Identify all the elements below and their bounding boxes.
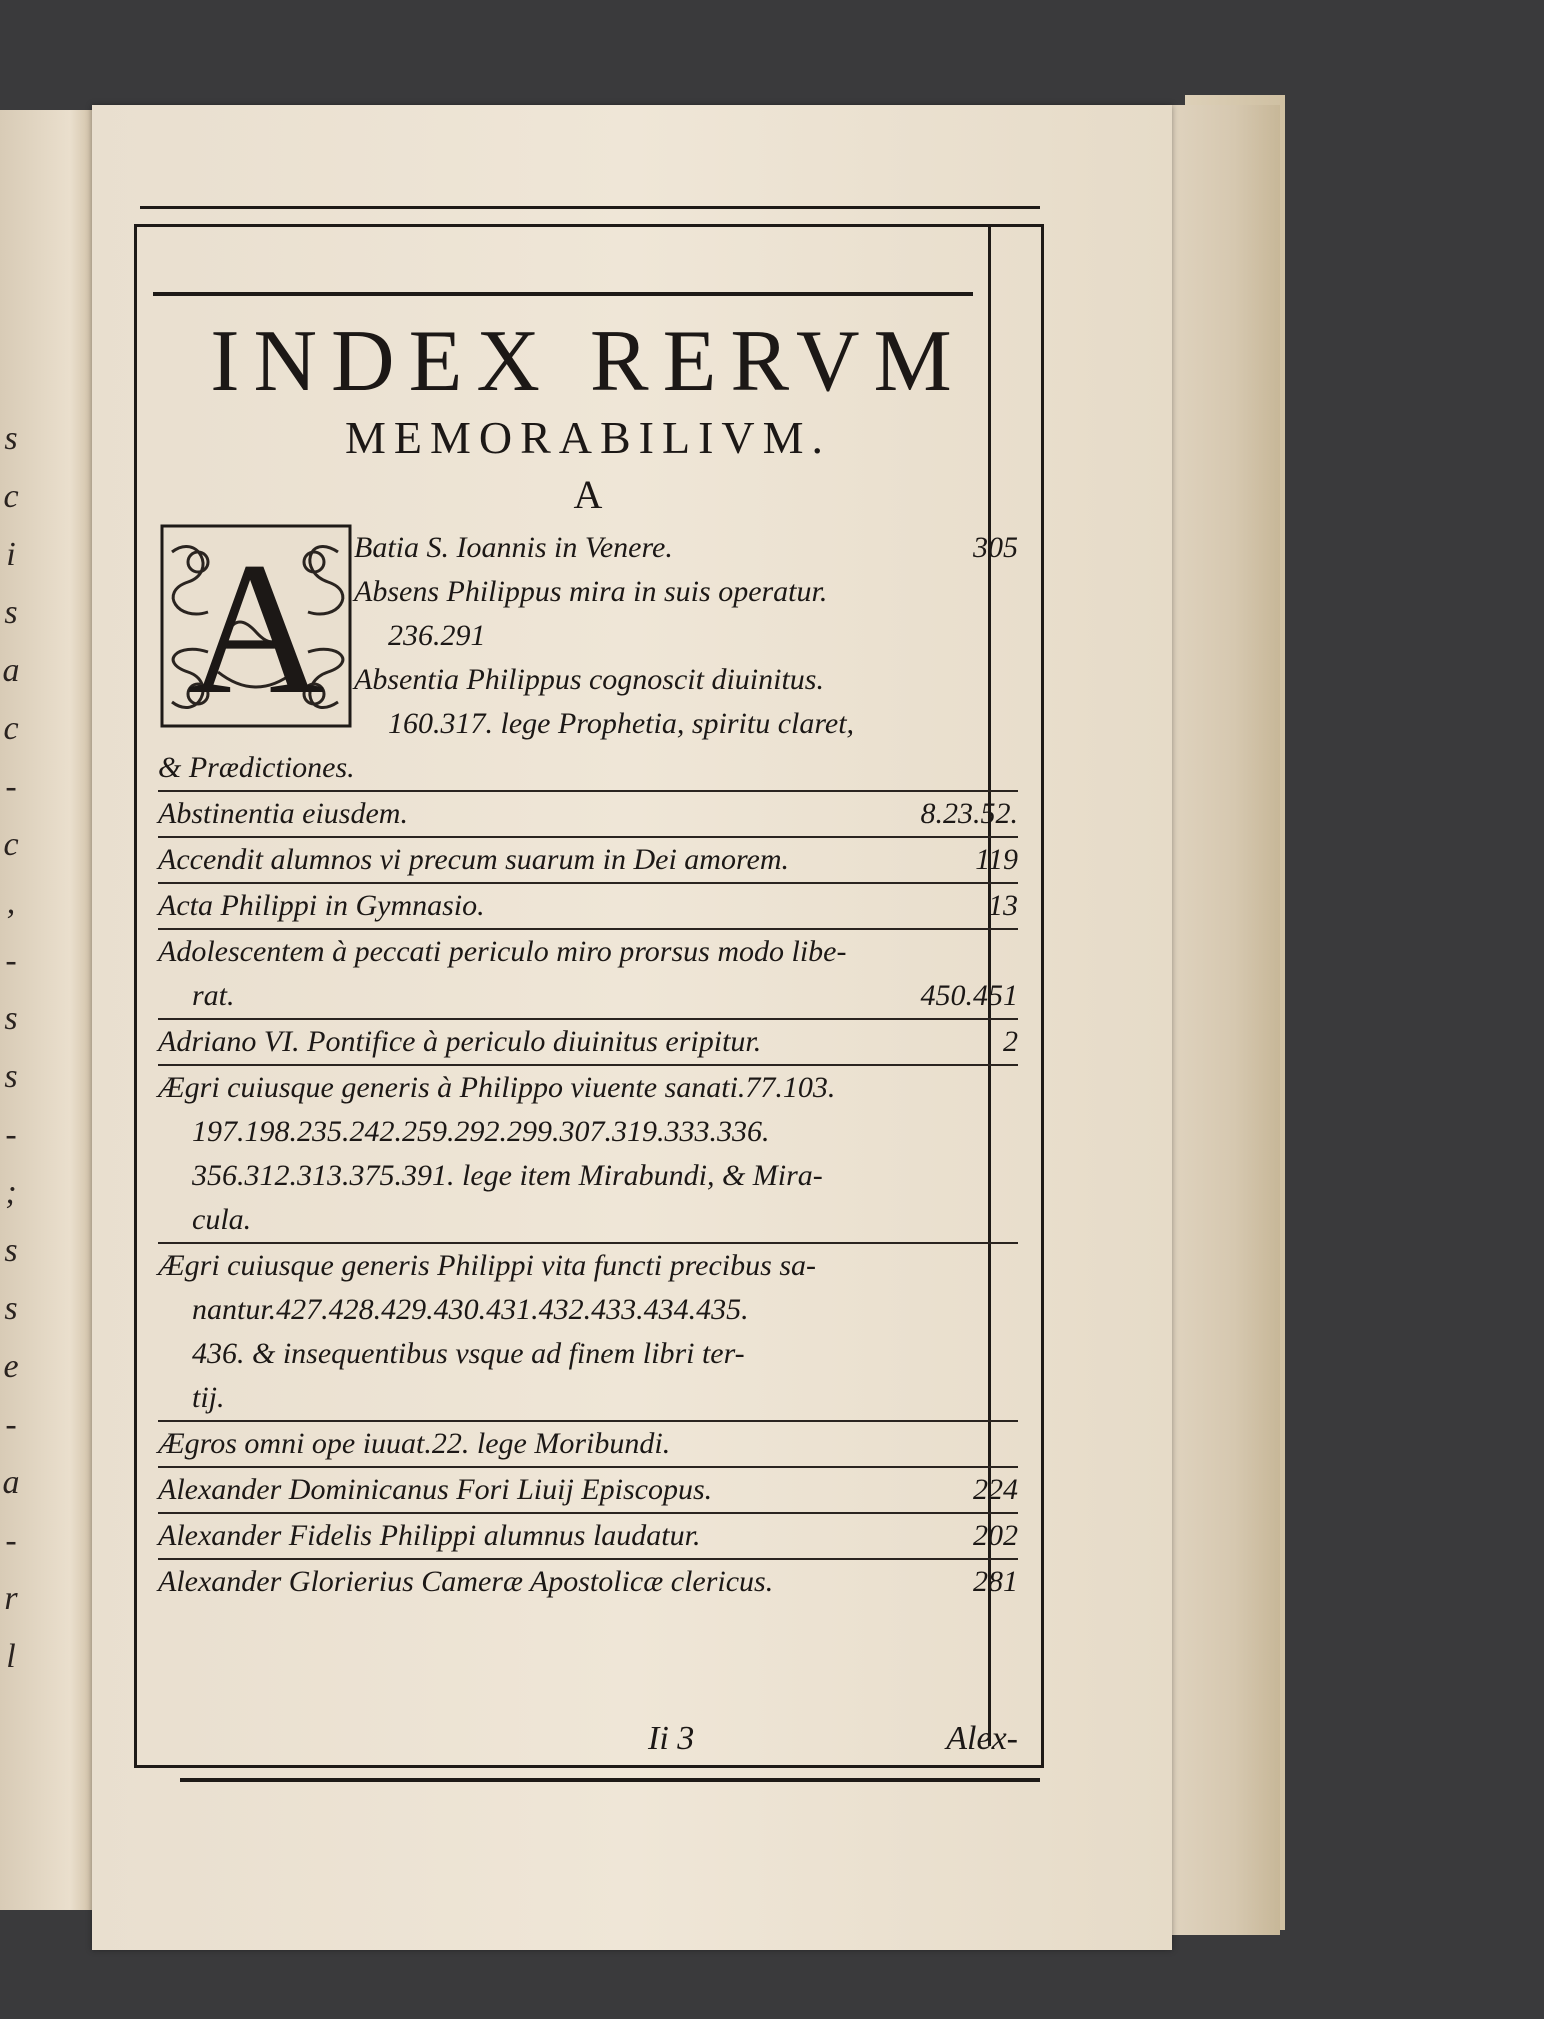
entry-text: Accendit alumnos vi precum suarum in Dei amorem. — [158, 843, 789, 876]
left-edge-letter: s — [4, 420, 18, 457]
index-entry — [158, 1420, 1018, 1466]
entry-pages: 224 — [973, 1473, 1018, 1506]
left-edge-letter: - — [5, 768, 17, 805]
left-edge-letter: ; — [5, 1174, 17, 1211]
entry-pages: 13 — [988, 889, 1018, 922]
left-edge-letter: - — [5, 1116, 17, 1153]
entry-text: Alexander Glorierius Cameræ Apostolicæ clericus. — [158, 1565, 774, 1598]
entry-pages: 8.23.52. — [920, 797, 1018, 830]
entry-text: Abstinentia eiusdem. — [158, 797, 408, 830]
index-entry — [158, 882, 1018, 928]
entry-text: tij. — [192, 1381, 225, 1414]
entry-text: Ægros omni ope iuuat.22. lege Moribundi. — [158, 1427, 671, 1460]
left-edge-letter: s — [4, 1232, 18, 1269]
left-edge-letter: c — [3, 478, 19, 515]
index-entry — [158, 1558, 1018, 1604]
page-edges — [1165, 105, 1280, 1935]
entry-text: Batia S. Ioannis in Venere. — [354, 531, 673, 564]
left-edge-letter: l — [6, 1638, 16, 1675]
frame-top-rule — [140, 206, 1040, 209]
entry-text: Adriano VI. Pontifice à periculo diuinitus eripitur. — [158, 1025, 762, 1058]
left-edge-letter: - — [5, 1522, 17, 1559]
entry-text: Alexander Dominicanus Fori Liuij Episcopus. — [158, 1473, 713, 1506]
entry-pages: 281 — [973, 1565, 1018, 1598]
entry-text: 197.198.235.242.259.292.299.307.319.333.336. — [192, 1115, 770, 1148]
left-edge-letter: c — [3, 826, 19, 863]
entry-text: cula. — [192, 1203, 252, 1236]
index-entry — [158, 1110, 1018, 1154]
frame-inner-rule — [153, 292, 973, 296]
index-subtitle: MEMORABILIVM. — [344, 412, 832, 463]
entry-text: Adolescentem à peccati periculo miro prorsus modo libe- — [158, 935, 847, 968]
left-page-edge — [0, 110, 100, 1910]
index-entry — [158, 1064, 1018, 1110]
left-edge-letter: e — [3, 1348, 19, 1385]
catchword: Alex- — [946, 1720, 1018, 1757]
entry-text: 436. & insequentibus vsque ad finem libri ter- — [192, 1337, 745, 1370]
entry-text: Alexander Fidelis Philippi alumnus laudatur. — [158, 1519, 701, 1552]
left-edge-letter: r — [4, 1580, 18, 1617]
index-entry — [158, 1288, 1018, 1332]
left-edge-letter: a — [2, 1464, 20, 1501]
index-entry — [158, 1242, 1018, 1288]
signature-mark: Ii 3 — [648, 1720, 695, 1757]
left-edge-letter: a — [2, 652, 20, 689]
index-entry — [158, 1154, 1018, 1198]
entry-text: nantur.427.428.429.430.431.432.433.434.435. — [192, 1293, 749, 1326]
entry-text: 236.291 — [388, 619, 486, 652]
entry-text: Ægri cuiusque generis Philippi vita functi precibus sa- — [158, 1249, 816, 1282]
entry-text: 160.317. lege Prophetia, spiritu claret, — [388, 707, 855, 740]
left-edge-letter: c — [3, 710, 19, 747]
left-edge-letter: s — [4, 1290, 18, 1327]
index-entry — [158, 1198, 1018, 1242]
left-edge-letter: s — [4, 1000, 18, 1037]
entry-text: Ægri cuiusque generis à Philippo viuente sanati.77.103. — [158, 1071, 836, 1104]
index-entry — [158, 1332, 1018, 1376]
entry-pages: 450.451 — [920, 979, 1018, 1012]
entry-text: Absens Philippus mira in suis operatur. — [354, 575, 828, 608]
section-letter: A — [573, 472, 603, 517]
index-entry — [158, 1376, 1018, 1420]
index-entry — [158, 1466, 1018, 1512]
frame-bottom-rule — [180, 1778, 1040, 1782]
entry-text: 356.312.313.375.391. lege item Mirabundi, & Mira- — [192, 1159, 823, 1192]
left-edge-letter: - — [5, 1406, 17, 1443]
index-entry — [158, 928, 1018, 974]
entry-pages: 202 — [973, 1519, 1018, 1552]
left-page-letters — [0, 410, 22, 1686]
entry-pages: 119 — [975, 843, 1018, 876]
index-entry — [158, 836, 1018, 882]
initial-letter: A — [187, 524, 325, 732]
left-edge-letter: s — [4, 594, 18, 631]
left-edge-letter: - — [5, 942, 17, 979]
index-entry — [158, 746, 1018, 790]
index-title: INDEX RERVM — [210, 313, 966, 410]
index-entry — [158, 790, 1018, 836]
index-entry — [158, 1512, 1018, 1558]
entry-text: rat. — [192, 979, 235, 1012]
left-edge-letter: , — [6, 884, 16, 921]
index-entry — [158, 974, 1018, 1018]
left-edge-letter: i — [6, 536, 16, 573]
entry-text: & Prædictiones. — [158, 751, 355, 784]
left-edge-letter: s — [4, 1058, 18, 1095]
decorated-initial-icon — [158, 522, 354, 732]
entry-text: Acta Philippi in Gymnasio. — [158, 889, 485, 922]
entry-pages: 305 — [973, 531, 1018, 564]
entry-text: Absentia Philippus cognoscit diuinitus. — [354, 663, 824, 696]
entry-pages: 2 — [1003, 1025, 1018, 1058]
page-content — [158, 300, 1018, 1604]
index-entry — [158, 1018, 1018, 1064]
